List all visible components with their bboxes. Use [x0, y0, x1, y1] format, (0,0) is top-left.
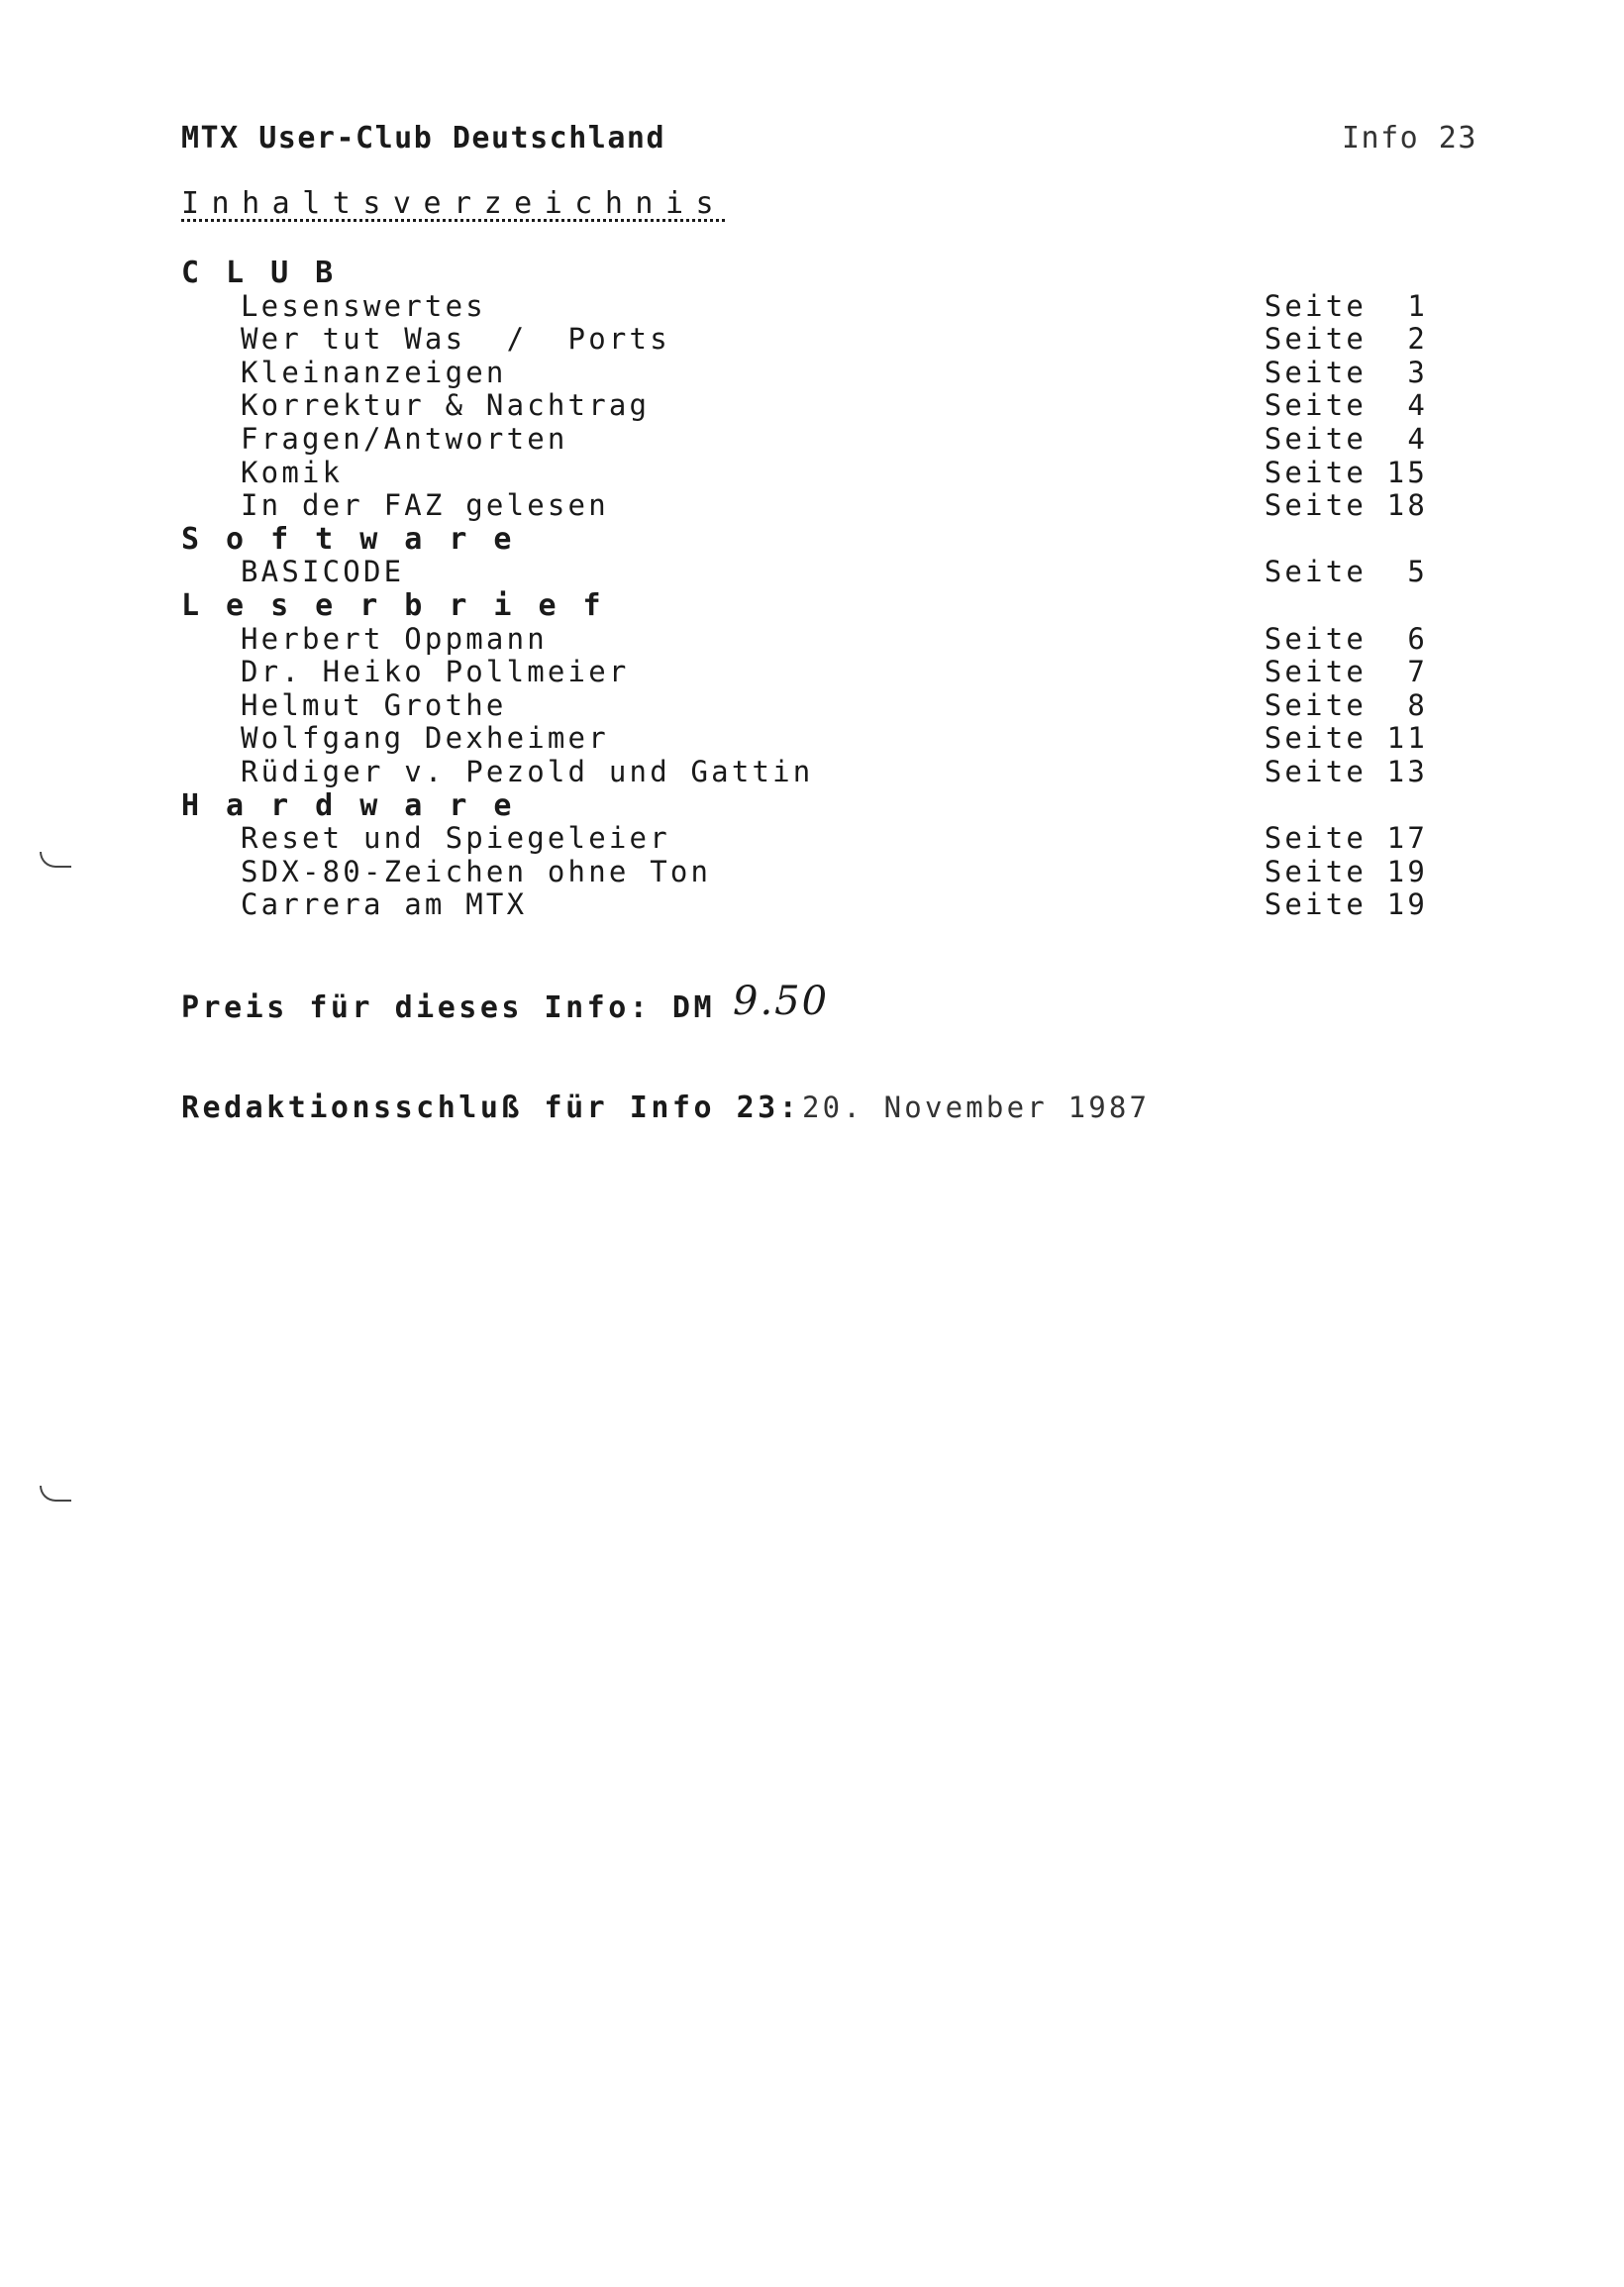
deadline-date: 20. November 1987 [802, 1091, 1151, 1124]
section-heading: Leserbrief [181, 588, 628, 623]
toc-entry-page: Seite 11 [1264, 721, 1428, 756]
toc-title: Inhaltsverzeichnis [181, 186, 727, 221]
toc-entry-page: Seite 1 [1264, 288, 1428, 323]
toc-entry-title: Carrera am MTX [241, 887, 528, 922]
toc-entry-title: BASICODE [241, 555, 405, 589]
toc-entry-title: Herbert Oppmann [241, 621, 548, 656]
toc-entry [0, 655, 1624, 688]
toc-entry-page: Seite 13 [1264, 755, 1428, 788]
section-heading: Hardware [181, 787, 539, 823]
section-heading: Software [181, 521, 539, 557]
price-value: 9.50 [733, 979, 830, 1024]
toc-entry-title: Komik [241, 455, 344, 489]
toc-entry [0, 289, 1624, 323]
toc-entry [0, 688, 1624, 722]
toc-entry [0, 456, 1624, 489]
toc-entry-title: Kleinanzeigen [241, 355, 507, 389]
toc-entry [0, 821, 1624, 855]
toc-entry-page: Seite 17 [1264, 821, 1428, 856]
toc-entry [0, 422, 1624, 456]
club-name: MTX User-Club Deutschland [181, 121, 666, 156]
toc-entry-page: Seite 8 [1264, 687, 1428, 722]
toc-entry-title: Helmut Grothe [241, 687, 507, 722]
section-heading: CLUB [181, 256, 360, 290]
toc-entry-title: Fragen/Antworten [241, 422, 568, 456]
toc-entry-page: Seite 19 [1264, 887, 1428, 922]
toc-entry [0, 755, 1624, 788]
toc-entry [0, 887, 1624, 921]
toc-entry-page: Seite 4 [1264, 388, 1428, 423]
toc-entry-page: Seite 5 [1264, 555, 1428, 589]
toc-entry [0, 322, 1624, 356]
toc-entry [0, 555, 1624, 588]
toc-entry-title: Rüdiger v. Pezold und Gattin [241, 755, 814, 788]
toc-entry [0, 388, 1624, 422]
toc-entry-page: Seite 19 [1264, 854, 1428, 888]
toc-entry [0, 855, 1624, 888]
toc-entry-title: Dr. Heiko Pollmeier [241, 655, 630, 689]
toc-entry-title: Lesenswertes [241, 288, 486, 323]
toc-entry [0, 488, 1624, 522]
toc-entry [0, 721, 1624, 755]
price-label: Preis für dieses Info: DM [181, 990, 716, 1025]
toc-entry [0, 356, 1624, 389]
toc-entry-title: In der FAZ gelesen [241, 488, 609, 523]
toc-entry-title: Korrektur & Nachtrag [241, 388, 651, 423]
deadline-label: Redaktionsschluß für Info 23: [181, 1091, 801, 1125]
toc-entry-page: Seite 18 [1264, 488, 1428, 523]
toc-entry-title: Wer tut Was / Ports [241, 322, 670, 357]
toc-entry [0, 622, 1624, 656]
toc-entry-page: Seite 4 [1264, 422, 1428, 456]
toc-entry-page: Seite 3 [1264, 355, 1428, 389]
toc-entry-page: Seite 15 [1264, 455, 1428, 489]
toc-entry-title: Reset und Spiegeleier [241, 821, 670, 856]
toc-entry-title: Wolfgang Dexheimer [241, 721, 609, 756]
toc-entry-title: SDX-80-Zeichen ohne Ton [241, 854, 712, 888]
toc-entry-page: Seite 6 [1264, 621, 1428, 656]
toc-entry-page: Seite 2 [1264, 322, 1428, 357]
issue-label: Info 23 [1342, 121, 1477, 156]
toc-entry-page: Seite 7 [1264, 655, 1428, 689]
punch-hole-mark [40, 1486, 71, 1502]
